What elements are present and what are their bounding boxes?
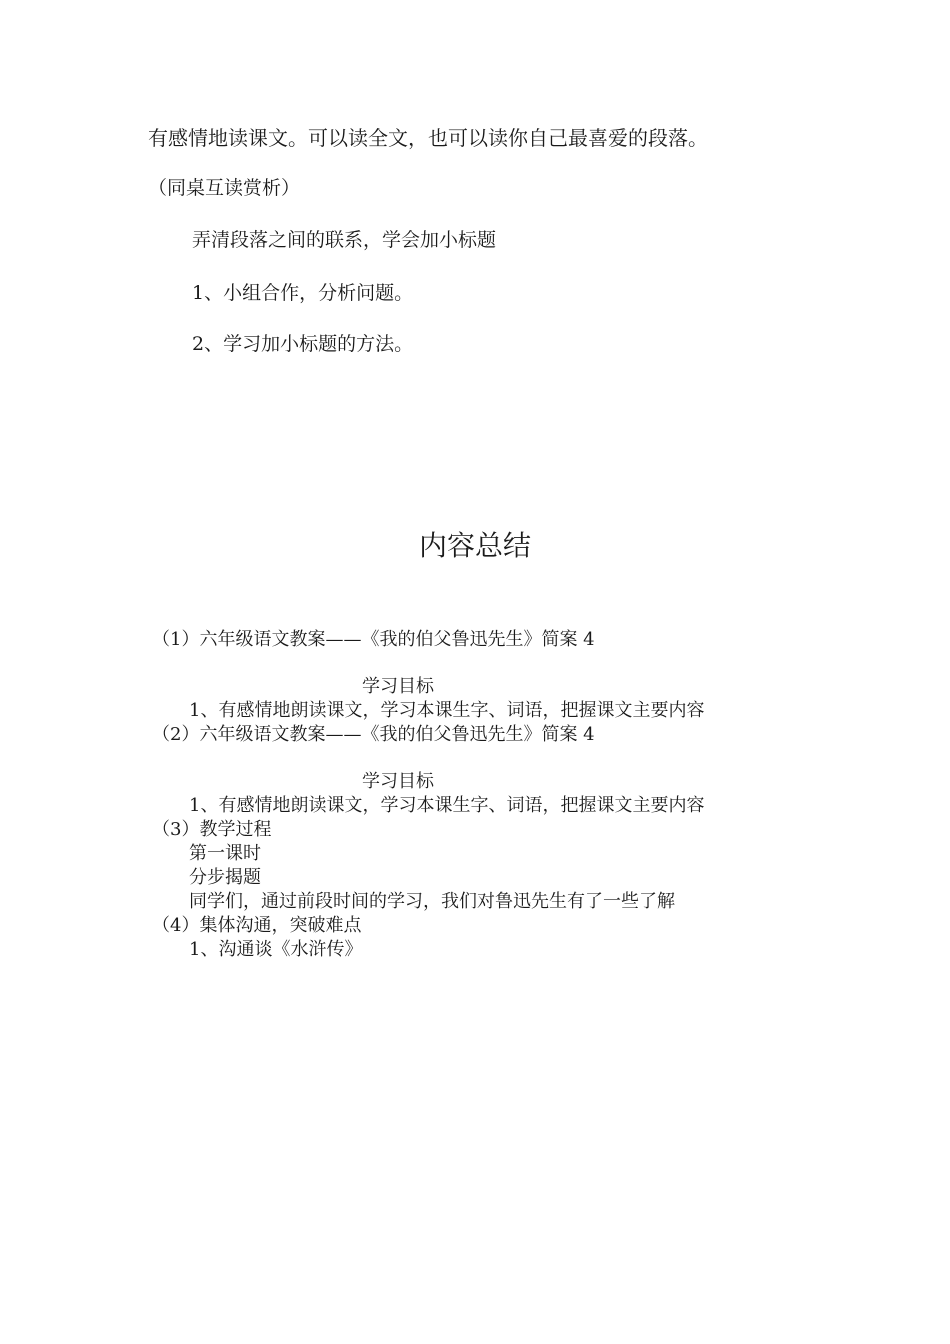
paragraph-step-1: 1、小组合作，分析问题。 (192, 282, 414, 304)
summary-item-3-line-1: 第一课时 (189, 843, 261, 864)
paragraph-section-link: 弄清段落之间的联系，学会加小标题 (192, 229, 497, 251)
summary-item-1-sub: 学习目标 (362, 676, 434, 697)
summary-title: 内容总结 (418, 529, 531, 562)
paragraph-pair-reading: （同桌互读赏析） (148, 177, 301, 199)
paragraph-step-2: 2、学习加小标题的方法。 (192, 333, 414, 355)
summary-item-2-head: （2）六年级语文教案——《我的伯父鲁迅先生》简案 4 (152, 724, 595, 745)
summary-item-3-head: （3）教学过程 (152, 819, 272, 840)
paragraph-read-aloud: 有感情地读课文。可以读全文，也可以读你自己最喜爱的段落。 (148, 126, 708, 150)
summary-item-4-head: （4）集体沟通，突破难点 (152, 915, 362, 936)
summary-item-1-detail: 1、有感情地朗读课文，学习本课生字、词语，把握课文主要内容 (189, 700, 705, 721)
summary-item-3-line-3: 同学们，通过前段时间的学习，我们对鲁迅先生有了一些了解 (189, 891, 675, 912)
summary-item-2-sub: 学习目标 (362, 771, 434, 792)
summary-item-3-line-2: 分步揭题 (189, 867, 261, 888)
summary-item-1-head: （1）六年级语文教案——《我的伯父鲁迅先生》简案 4 (152, 629, 595, 650)
summary-item-4-line-1: 1、沟通谈《水浒传》 (189, 939, 363, 960)
summary-item-2-detail: 1、有感情地朗读课文，学习本课生字、词语，把握课文主要内容 (189, 795, 705, 816)
